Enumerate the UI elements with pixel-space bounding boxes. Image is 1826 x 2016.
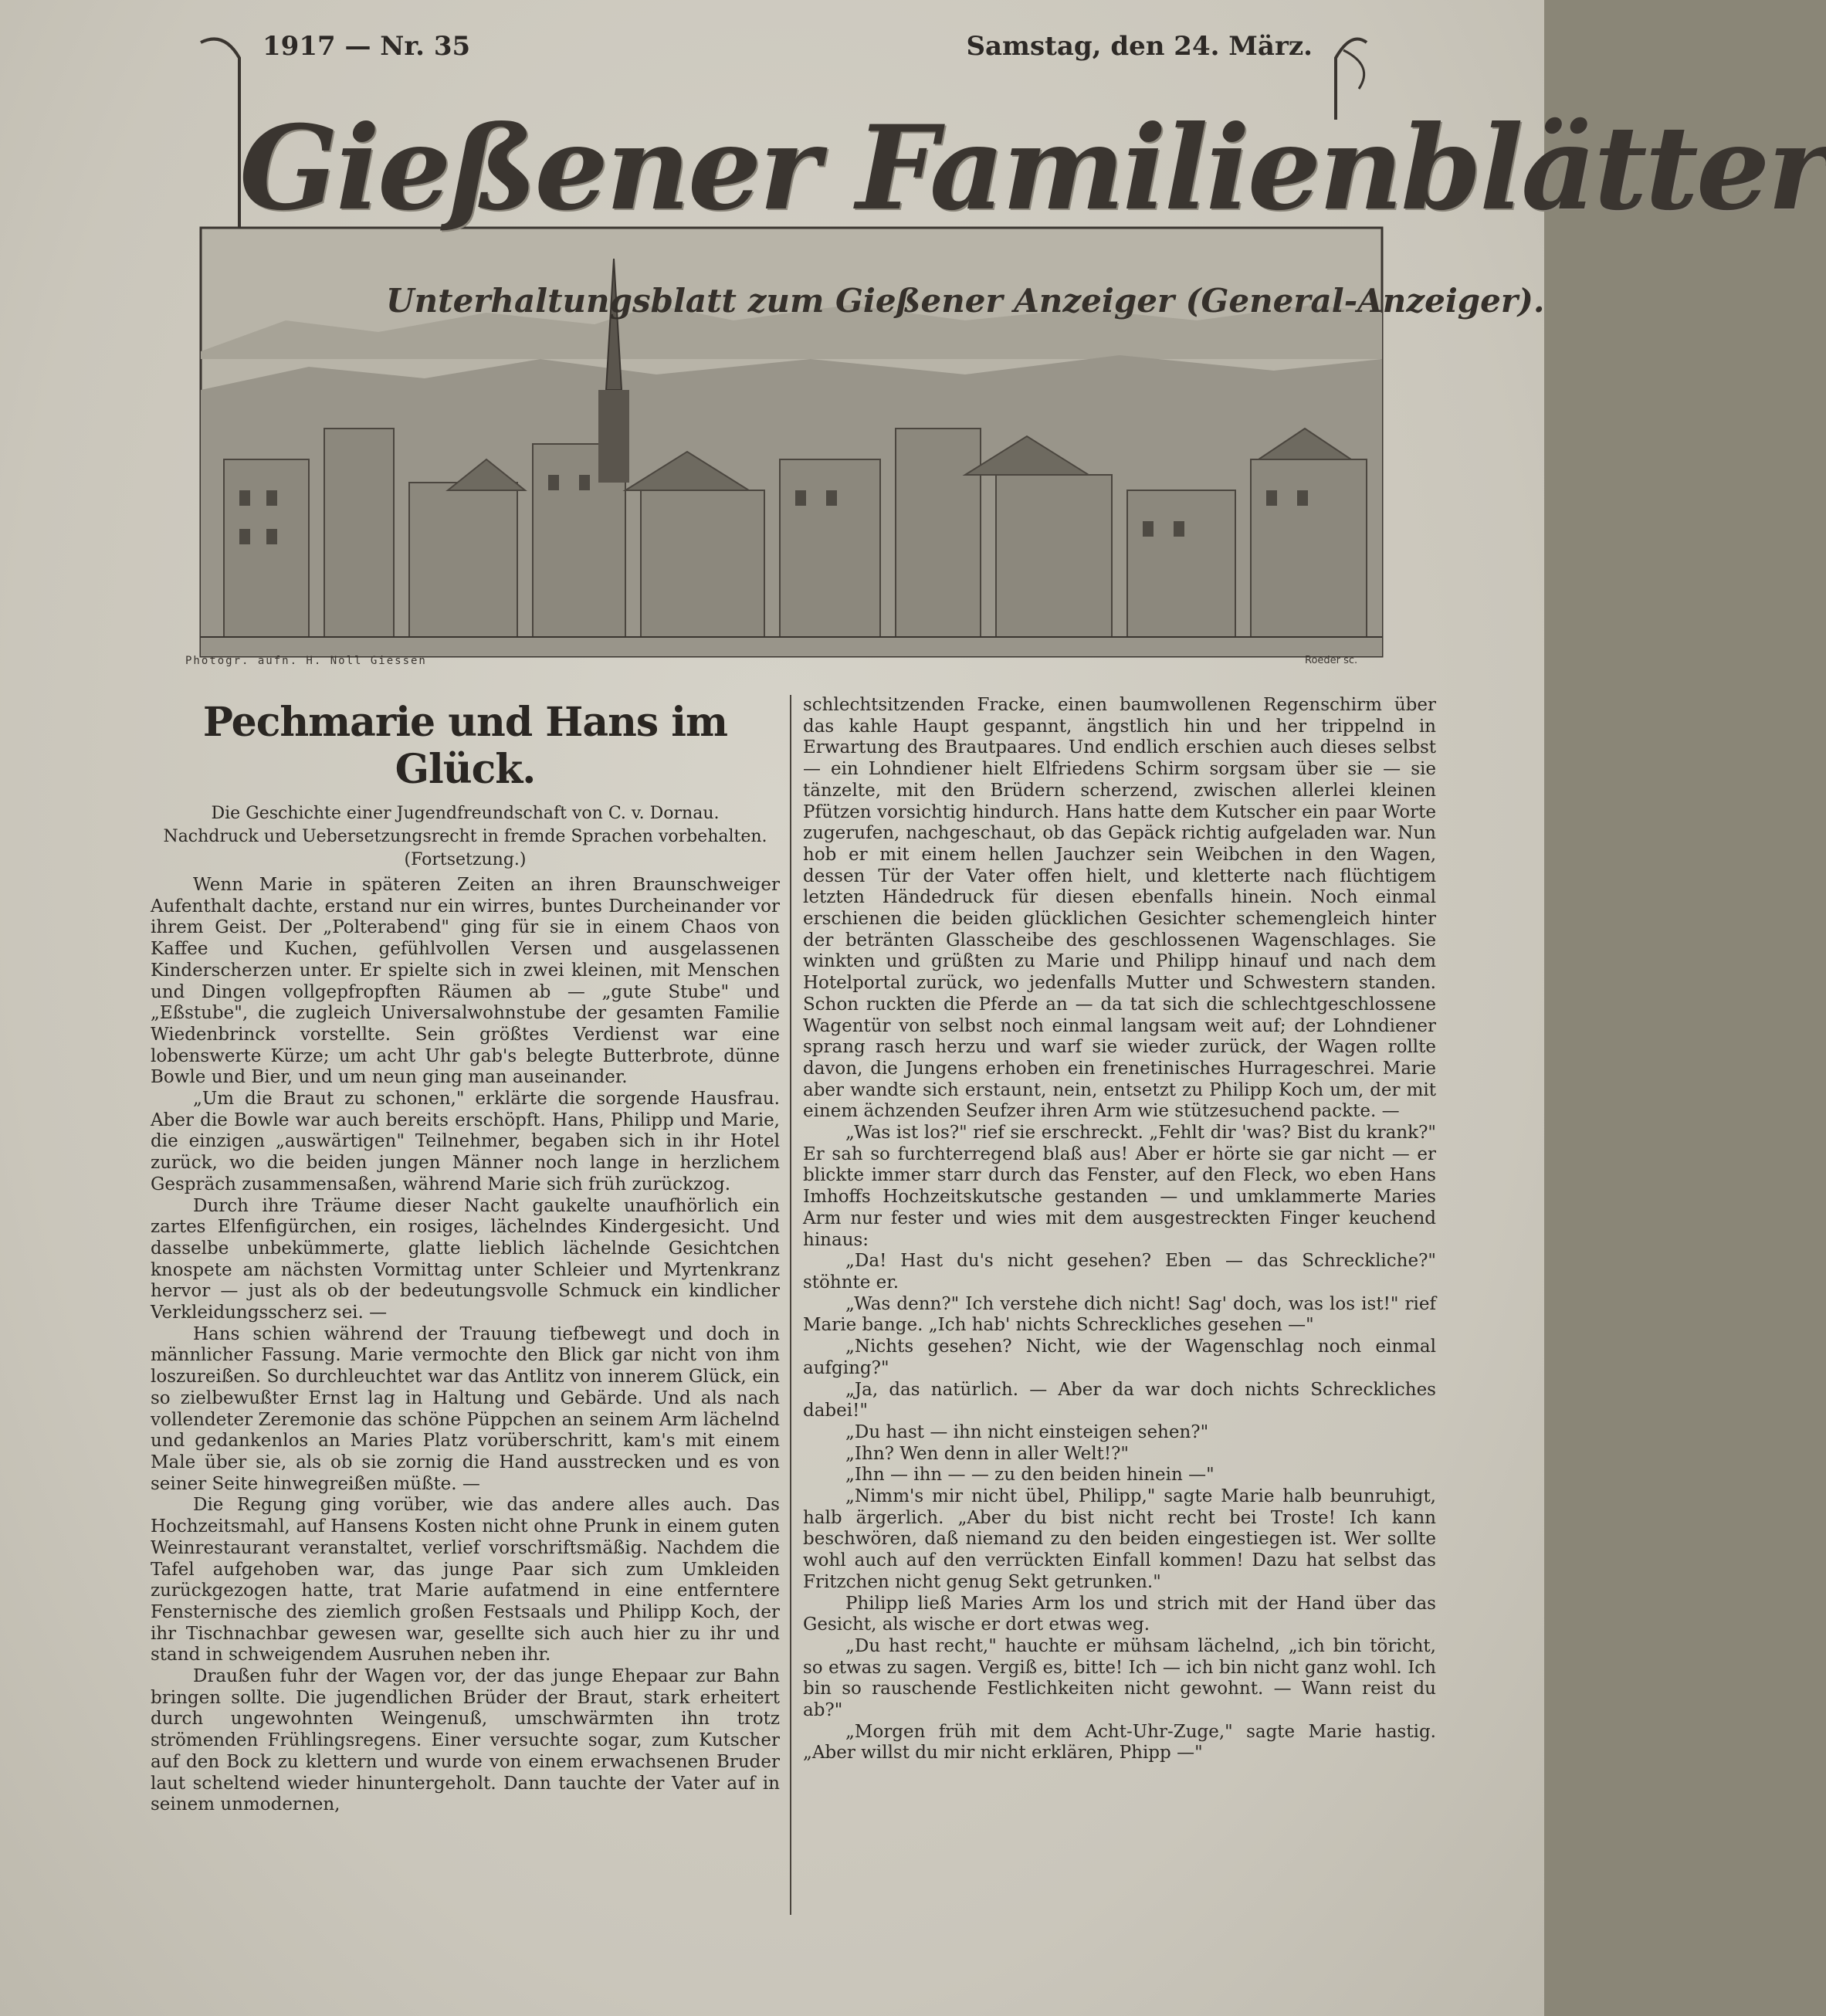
paragraph: Wenn Marie in späteren Zeiten an ihren Braunschweiger Aufenthalt dachte, erstand nur ein wirres, buntes Durcheinander vor ihrem Geist. Der „Polterabend" ging für sie in einem Chaos von Kaffee und Kuchen, gefühlvollen Versen und ausgelassenen Kinderscherzen unter. Er spielte sich in zwei kleinen, mit Menschen und Dingen vollgepfropften Räumen ab — „gute Stube" und „Eßstube", die zugleich Universalwohnstube der gesamten Familie Wiedenbrinck vorstellte. Sein größtes Verdienst war eine lobenswerte Kürze; um acht Uhr gab's belegte Butterbrote, dünne Bowle und Bier, und um neun ging man auseinander. xyxy=(151,875,780,1088)
paragraph: „Ja, das natürlich. — Aber da war doch nichts Schreckliches dabei!" xyxy=(803,1379,1436,1421)
article-column-left xyxy=(151,699,780,1816)
paragraph: Hans schien während der Trauung tiefbewegt und doch in männlicher Fassung. Marie vermochte den Blick gar nicht von ihm loszureißen. So durchleuchtet war das Antlitz von innerem Glück, ein so zielbewußter Ernst lag in Haltung und Gebärde. Und als nach vollendeter Zeremonie das schöne Püppchen an seinem Arm lächelnd und gedankenlos an Maries Platz vorüberschritt, kam's mit einem Male über sie, als ob sie zornig die Hand ausstrecken und es von seiner Seite hinwegreißen müßte. — xyxy=(151,1323,780,1494)
column-rule xyxy=(790,695,791,1915)
paragraph: „Was denn?" Ich verstehe dich nicht! Sag' doch, was los ist!" rief Marie bange. „Ich hab' nichts Schreckliches gesehen —" xyxy=(803,1293,1436,1336)
paragraph: Die Regung ging vorüber, wie das andere alles auch. Das Hochzeitsmahl, auf Hansens Kosten nicht ohne Prunk in einem guten Weinrestaurant veranstaltet, verlief vorschriftsmäßig. Nachdem die Tafel aufgehoben war, das junge Paar sich zum Umkleiden zurückgezogen hatte, trat Marie aufatmend in eine entferntere Fensternische des ziemlich großen Festsaals und Philipp Koch, der ihr Tischnachbar gewesen war, gesellte sich auch hier zu ihr und stand in schweigendem Ausruhen neben ihr. xyxy=(151,1495,780,1665)
issue-number: 1917 — Nr. 35 xyxy=(263,31,471,62)
paragraph: „Nichts gesehen? Nicht, wie der Wagenschlag noch einmal aufging?" xyxy=(803,1337,1436,1378)
issue-date: Samstag, den 24. März. xyxy=(966,31,1313,62)
article-column-right xyxy=(803,695,1436,1764)
article-headline: Pechmarie und Hans im Glück. xyxy=(202,699,728,793)
paragraph: Draußen fuhr der Wagen vor, der das junge Ehepaar zur Bahn bringen sollte. Die jugendlichen Brüder der Braut, stark erheitert durch ungewohnten Weingenuß, umschwärmten ihn trotz strömenden Frühlingsregens. Einer versuchte sogar, zum Kutscher auf den Bock zu klettern und wurde von einem erwachsenen Bruder laut scheltend wieder hinuntergeholt. Dann tauchte der Vater auf in seinem unmodernen, xyxy=(151,1666,780,1815)
masthead-subtitle: Unterhaltungsblatt zum Gießener Anzeiger (General-Anzeiger). xyxy=(386,282,1545,320)
masthead-title: Gießener Familienblätter xyxy=(239,100,1826,236)
paragraph: Philipp ließ Maries Arm los und strich mit der Hand über das Gesicht, als wische er dort etwas weg. xyxy=(803,1593,1436,1635)
engraver-signature: Roeder sc. xyxy=(1305,655,1358,666)
paragraph: „Ihn — ihn — — zu den beiden hinein —" xyxy=(845,1465,1215,1486)
article-rights: Nachdruck und Uebersetzungsrecht in fremde Sprachen vorbehalten. xyxy=(163,827,767,846)
paragraph: Durch ihre Träume dieser Nacht gaukelte unaufhörlich ein zartes Elfenfigürchen, ein rosiges, lächelndes Kindergesicht. Und dasselbe unbekümmerte, glatte lieblich lächelnde Gesichtchen knospete am nächsten Vormittag unter Schleier und Myrtenkranz hervor — just als ob der bedeutungsvolle Schmuck ein kindlicher Verkleidungsscherz sei. — xyxy=(151,1195,780,1323)
paragraph: „Da! Hast du's nicht gesehen? Eben — das Schreckliche?" stöhnte er. xyxy=(803,1251,1436,1293)
paragraph: „Du hast — ihn nicht einsteigen sehen?" xyxy=(845,1421,1209,1442)
paragraph: „Um die Braut zu schonen," erklärte die sorgende Hausfrau. Aber die Bowle war auch bereits erschöpft. Hans, Philipp und Marie, die einzigen „auswärtigen" Teilnehmer, begaben sich in ihr Hotel zurück, wo die beiden jungen Männer noch lange in herzlichem Gespräch zusammensaßen, während Marie sich früh zurückzog. xyxy=(151,1089,780,1194)
paragraph: „Morgen früh mit dem Acht-Uhr-Zuge," sagte Marie hastig. „Aber willst du mir nicht erklären, Phipp —" xyxy=(803,1721,1436,1764)
photo-credit: Photogr. aufn. H. Noll Giessen xyxy=(185,655,427,667)
paragraph: „Ihn? Wen denn in aller Welt!?" xyxy=(845,1443,1129,1464)
paragraph: schlechtsitzenden Fracke, einen baumwollenen Regenschirm über das kahle Haupt gespannt, ängstlich hin und her trippelnd in Erwartung des Brautpaares. Und endlich erschien auch dieses selbst — ein Lohndiener hielt Elfriedens Schirm sorgsam über sie — sie tänzelte, mit den Brüdern scherzend, zwischen allerlei kleinen Pfützen vorsichtig hindurch. Hans hatte dem Kutscher ein paar Worte zugerufen, nachgeschaut, ob das Gepäck richtig aufgeladen war. Nun hob er mit einem hellen Jauchzer sein Weibchen in den Wagen, dessen Tür der Vater offen hielt, und kletterte nach flüchtigem letzten Händedruck für diesen ebenfalls hinein. Noch einmal erschienen die beiden glücklichen Gesichter schemengleich hinter der betränten Glasscheibe des geschlossenen Wagenschlages. Sie winkten und grüßten zu Marie und Philipp hinauf und nach dem Hotelportal zurück, wo jedenfalls Mutter und Schwestern standen. Schon ruckten die Pferde an — da tat sich die schlechtgeschlossene Wagentür von selbst noch einmal langsam weit auf; der Lohndiener sprang rasch herzu und warf sie wieder zurück, der Wagen rollte davon, die Jungens erhoben ein frenetinisches Hurrageschrei. Marie aber wandte sich erstaunt, nein, entsetzt zu Philipp Koch um, der mit einem ächzenden Seufzer ihren Arm wie stützesuchend packte. — xyxy=(803,695,1436,1122)
paragraph: „Nimm's mir nicht übel, Philipp," sagte Marie halb beunruhigt, halb ärgerlich. „Aber du bist nicht recht bei Troste! Ich kann beschwören, daß niemand zu den beiden eingestiegen ist. Wer sollte wohl auch auf den verrückten Einfall kommen! Dazu hat selbst das Fritzchen nicht genug Sekt getrunken." xyxy=(803,1486,1436,1592)
paragraph: „Was ist los?" rief sie erschreckt. „Fehlt dir 'was? Bist du krank?" Er sah so furchterregend blaß aus! Aber er hörte sie gar nicht — er blickte immer starr durch das Fenster, auf den Fleck, wo eben Hans Imhoffs Hochzeitskutsche gestanden — und umklammerte Maries Arm nur fester und wies mit dem ausgestreckten Finger keuchend hinaus: xyxy=(803,1123,1436,1250)
article-continuation: (Fortsetzung.) xyxy=(404,850,527,869)
article-byline: Die Geschichte einer Jugendfreundschaft von C. v. Dornau. xyxy=(211,804,720,823)
paragraph: „Du hast recht," hauchte er mühsam lächelnd, „ich bin töricht, so etwas zu sagen. Vergiß es, bitte! Ich — ich bin nicht ganz wohl. Ich bin so rauschende Festlichkeiten nicht gewohnt. — Wann reist du ab?" xyxy=(803,1635,1436,1721)
masthead xyxy=(193,27,1826,660)
